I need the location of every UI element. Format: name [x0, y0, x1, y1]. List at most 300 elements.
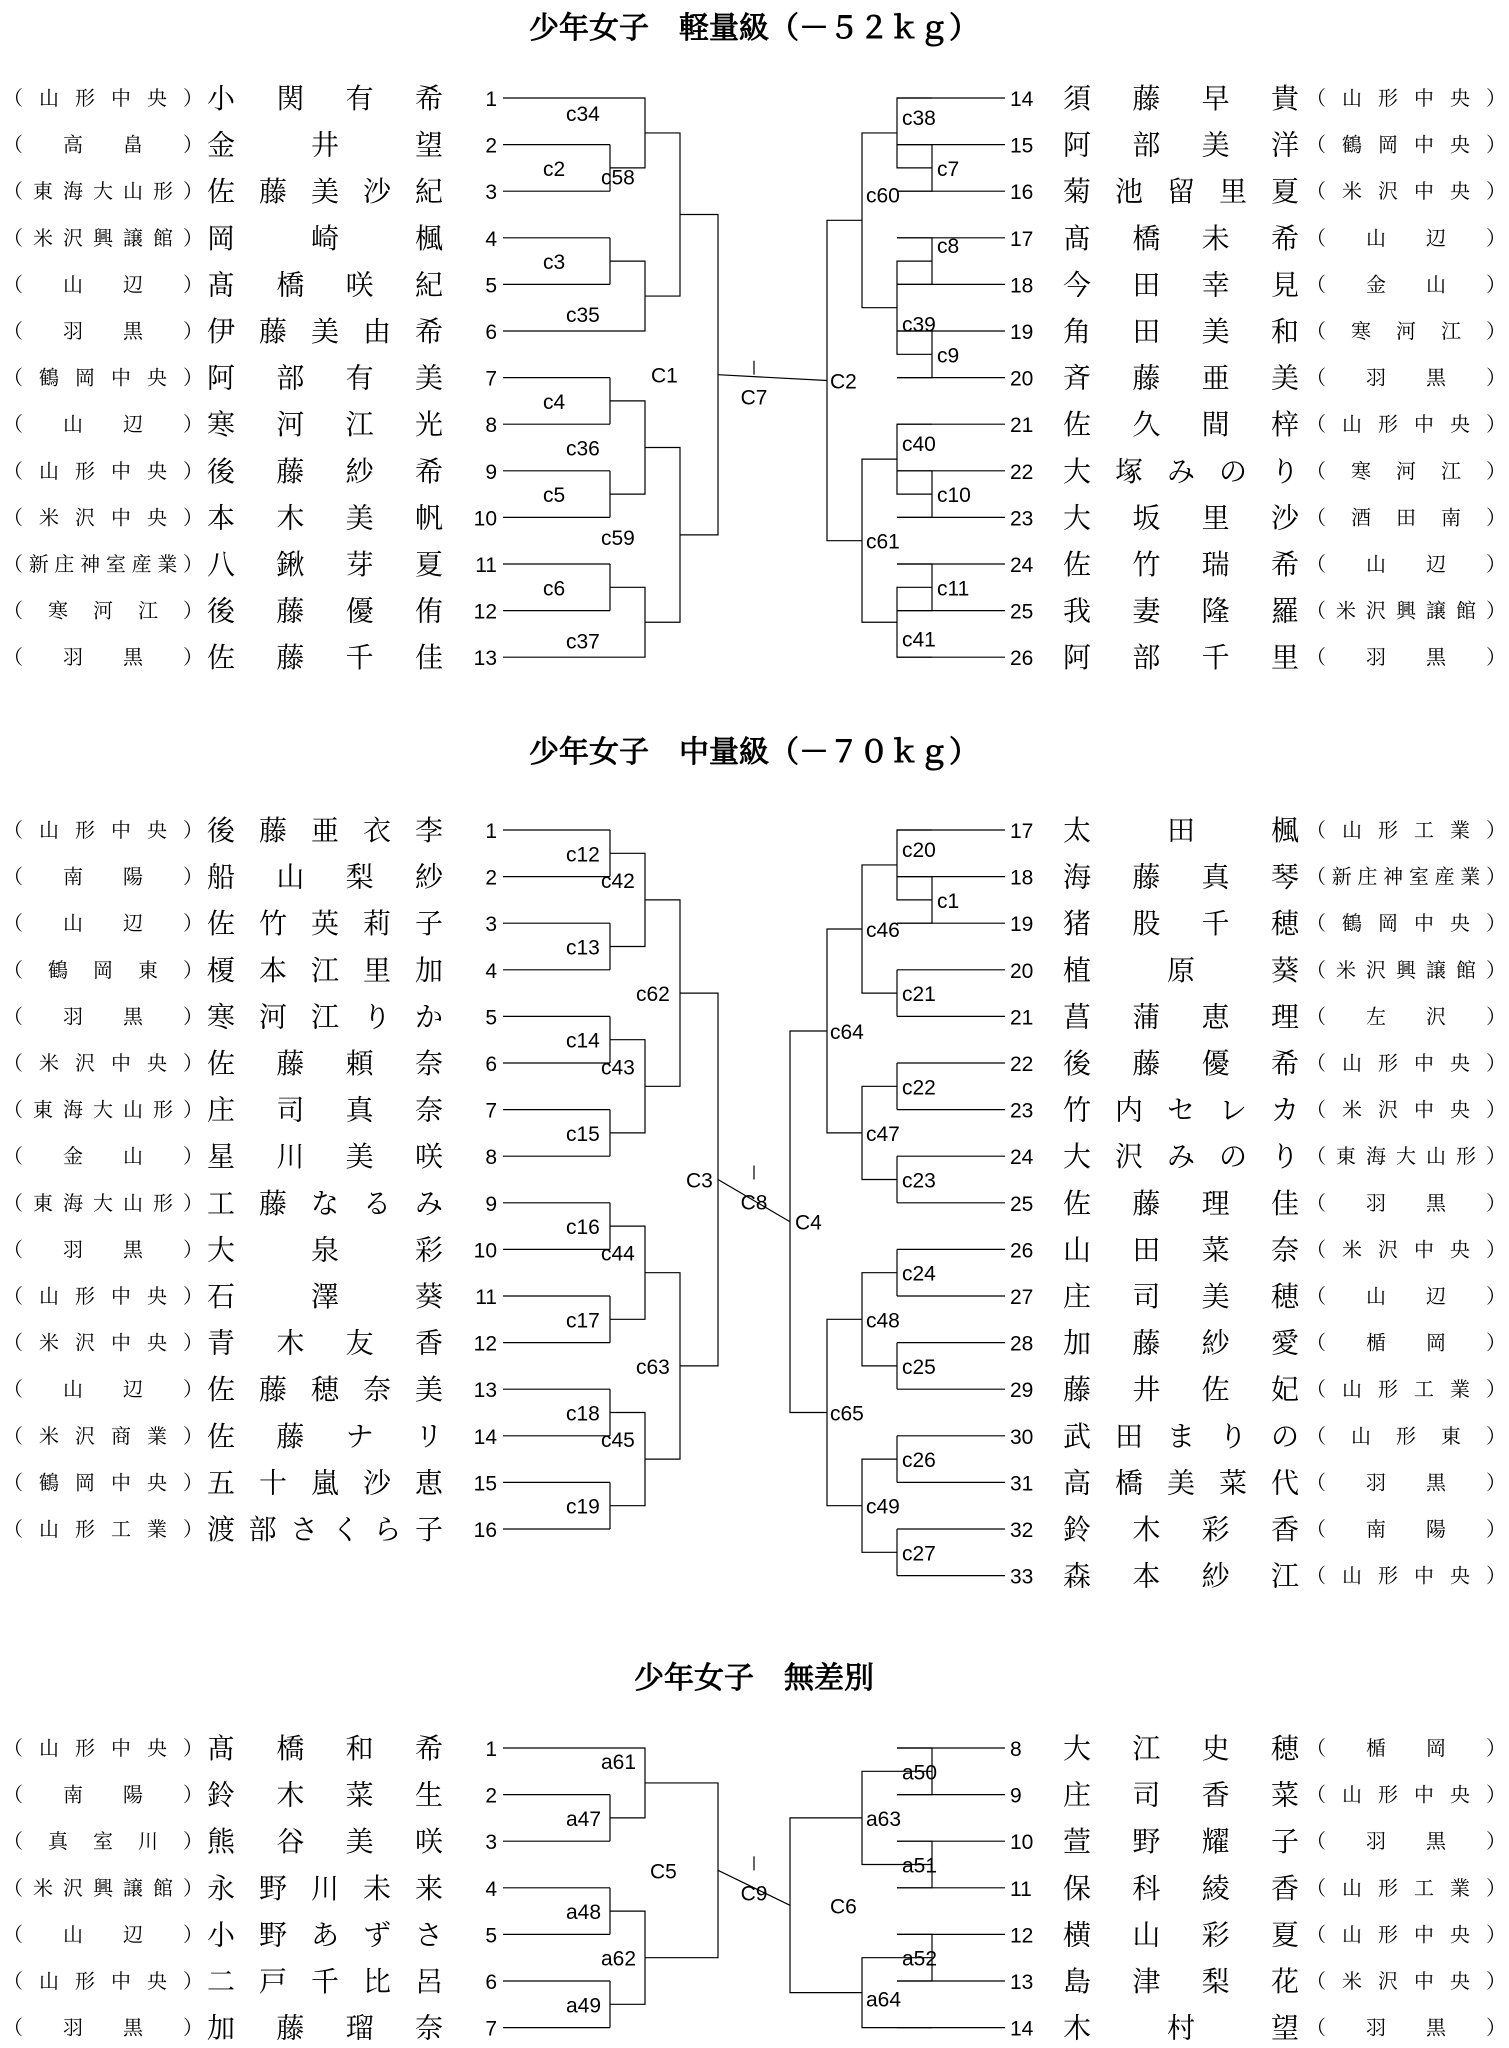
entry-school: （東海大山形）: [3, 179, 203, 204]
entry-number: 1: [485, 1738, 497, 1761]
bracket-line: [897, 261, 932, 354]
entry-school: （金山）: [3, 1144, 203, 1169]
entry-name: 庄司真奈: [207, 1093, 443, 1127]
bracket-line: [610, 587, 645, 657]
entry-name: 太田楓: [1063, 814, 1299, 847]
entry-number: 11: [1010, 1877, 1032, 1901]
entry-right: [897, 595, 1506, 628]
entry-school: （真室川）: [3, 1829, 203, 1854]
entry-number: 10: [1010, 1831, 1034, 1855]
entry-number: 23: [1010, 1099, 1034, 1123]
entry-right: [897, 1825, 1506, 1858]
match-label: C1: [651, 364, 678, 388]
entry-name: 阿部千里: [1063, 641, 1299, 675]
entry-number: 31: [1010, 1472, 1034, 1496]
entry-left: [3, 2012, 610, 2045]
bracket-line: [718, 375, 827, 381]
match-label: c37: [566, 630, 600, 654]
entry-right: [897, 548, 1506, 581]
entry-name: 横山彩夏: [1063, 1918, 1299, 1952]
match-label: a63: [866, 1807, 902, 1831]
bracket-section: [3, 11, 1506, 674]
entry-left: [3, 362, 610, 395]
bracket-line: [610, 1226, 645, 1319]
entry-school: （米沢興譲館）: [3, 225, 203, 250]
entry-school: （羽黒）: [3, 1004, 203, 1029]
entry-name: 斉藤亜美: [1063, 361, 1299, 395]
entry-number: 12: [1010, 1924, 1034, 1948]
entry-school: （米沢中央）: [1306, 1969, 1506, 1993]
entry-name: 石澤葵: [207, 1280, 443, 1313]
entry-school: （羽黒）: [1306, 2015, 1506, 2040]
entry-school: （米沢興譲館）: [1306, 957, 1506, 982]
entry-number: 10: [473, 1239, 497, 1263]
entry-number: 10: [473, 507, 497, 531]
entry-name: 髙橋和希: [207, 1732, 443, 1765]
entry-left: [3, 595, 610, 628]
entry-number: 7: [485, 1099, 497, 1123]
entry-number: 7: [485, 367, 497, 391]
entry-name: 佐竹瑞希: [1063, 548, 1299, 581]
entry-number: 13: [473, 647, 497, 671]
entry-school: （金山）: [1306, 272, 1506, 297]
section-title: 少年女子 中量級（－７０ｋｇ）: [529, 735, 979, 770]
entry-name: 永野川未来: [207, 1871, 443, 1905]
entry-school: （羽黒）: [3, 2015, 203, 2040]
entry-number: 24: [1010, 554, 1034, 577]
entry-school: （米沢中央）: [1306, 179, 1506, 204]
entry-number: 6: [485, 321, 497, 344]
match-label: c46: [866, 919, 900, 943]
match-label: c26: [902, 1449, 936, 1473]
entry-school: （山形中央）: [3, 458, 203, 483]
entry-name: 大泉彩: [207, 1233, 443, 1267]
entry-number: 27: [1010, 1286, 1034, 1309]
match-label: c39: [902, 313, 936, 337]
entry-number: 3: [485, 181, 497, 205]
entry-name: 加藤紗愛: [1063, 1326, 1299, 1360]
entry-name: 須藤早貴: [1063, 82, 1299, 115]
entry-number: 2: [485, 866, 497, 890]
entry-name: 菖蒲恵理: [1063, 1000, 1299, 1034]
entry-number: 2: [485, 1784, 497, 1808]
match-label: c17: [566, 1309, 600, 1333]
match-label: c35: [566, 304, 600, 328]
match-label: c9: [937, 344, 960, 368]
entry-school: （山形工業）: [3, 1517, 203, 1541]
entry-left: [3, 1280, 610, 1313]
entry-number: 5: [485, 1924, 497, 1948]
match-label: c65: [830, 1402, 864, 1426]
entry-name: 佐藤理佳: [1063, 1186, 1299, 1220]
entry-name: 庄司美穂: [1063, 1280, 1299, 1313]
match-label: c4: [543, 390, 566, 414]
entry-name: 菊池留里夏: [1063, 175, 1299, 209]
entry-name: 星川美咲: [207, 1140, 443, 1174]
match-label: c62: [636, 983, 670, 1007]
entry-number: 12: [473, 1332, 497, 1356]
entry-number: 17: [1010, 820, 1034, 843]
entry-name: 藤井佐妃: [1063, 1373, 1299, 1407]
entry-school: （山形中央）: [3, 1969, 203, 1993]
entry-right: [897, 1732, 1506, 1765]
entry-right: [897, 455, 1506, 488]
entry-left: [3, 501, 610, 534]
match-label: c15: [566, 1122, 600, 1146]
entry-school: （東海大山形）: [3, 1190, 203, 1215]
entry-number: 3: [485, 913, 497, 937]
match-label: c2: [543, 157, 566, 181]
entry-school: （山辺）: [3, 272, 203, 297]
entry-school: （山形中央）: [3, 1284, 203, 1308]
match-label: c12: [566, 843, 600, 867]
entry-school: （新庄神室産業）: [3, 552, 203, 576]
entry-school: （山辺）: [1306, 225, 1506, 250]
entry-name: 寒河江りか: [207, 1000, 443, 1034]
entry-number: 18: [1010, 274, 1034, 298]
entry-name: 佐藤美沙紀: [207, 175, 443, 209]
entry-left: [3, 1233, 610, 1266]
entry-school: （鶴岡中央）: [1306, 132, 1506, 157]
entry-school: （山形中央）: [1306, 1782, 1506, 1807]
match-label: a64: [866, 1988, 902, 2012]
bracket-section: [3, 735, 1506, 1593]
entry-school: （南陽）: [3, 1782, 203, 1807]
entry-number: 1: [485, 820, 497, 843]
match-label: a49: [566, 1994, 602, 2018]
entry-left: [3, 1140, 610, 1173]
entry-number: 13: [473, 1379, 497, 1403]
match-label: c11: [937, 577, 970, 601]
entry-school: （山形工業）: [1306, 818, 1506, 842]
entry-left: [3, 1047, 610, 1080]
entry-name: 後藤紗希: [207, 454, 443, 488]
entry-number: 6: [485, 1053, 497, 1076]
bracket-line: [610, 853, 645, 946]
entry-name: 二戸千比呂: [207, 1965, 443, 1998]
bracket-line: [680, 215, 718, 535]
entry-right: [897, 1513, 1506, 1546]
entry-left: [3, 907, 610, 940]
match-label: C2: [830, 370, 857, 394]
entry-school: （羽黒）: [1306, 645, 1506, 670]
entry-left: [3, 1094, 610, 1127]
match-label: c42: [601, 869, 635, 893]
match-label: c47: [866, 1122, 900, 1146]
entry-school: （山辺）: [3, 911, 203, 936]
entry-left: [3, 1965, 610, 1998]
entry-school: （山形中央）: [1306, 412, 1506, 437]
entry-right: [897, 362, 1506, 395]
entry-name: 佐藤ナリ: [207, 1419, 443, 1453]
entry-name: 船山梨紗: [207, 860, 443, 894]
entry-number: 23: [1010, 507, 1034, 531]
entry-school: （寒河江）: [1306, 458, 1506, 483]
entry-number: 7: [485, 2017, 497, 2041]
match-label: c14: [566, 1029, 600, 1053]
entry-name: 大沢みのり: [1063, 1140, 1299, 1174]
entry-school: （米沢興譲館）: [1306, 598, 1506, 623]
entry-school: （楯岡）: [1306, 1330, 1506, 1355]
entry-right: [897, 1466, 1506, 1499]
match-label: c18: [566, 1402, 600, 1426]
entry-school: （山辺）: [1306, 552, 1506, 576]
entry-right: [897, 315, 1506, 348]
bracket-line: [610, 401, 645, 494]
entry-school: （寒河江）: [3, 598, 203, 623]
entry-school: （鶴岡中央）: [3, 1470, 203, 1495]
match-label: c10: [937, 484, 971, 508]
entry-number: 19: [1010, 913, 1034, 937]
entry-name: 鈴木彩香: [1063, 1513, 1299, 1546]
match-label: c38: [902, 106, 936, 130]
entry-name: 後藤優希: [1063, 1047, 1299, 1080]
entry-name: 武田まりの: [1063, 1419, 1299, 1453]
match-label: c16: [566, 1216, 600, 1240]
entry-left: [3, 129, 610, 162]
match-label: a52: [902, 1947, 938, 1971]
match-label: c59: [601, 526, 635, 550]
entry-name: 髙橋咲紀: [207, 268, 443, 302]
entry-number: 8: [485, 1146, 497, 1170]
entry-number: 26: [1010, 647, 1034, 671]
entry-number: 18: [1010, 866, 1034, 890]
entry-name: 榎本江里加: [207, 953, 443, 987]
entry-name: 佐竹英莉子: [207, 907, 443, 941]
entry-left: [3, 814, 610, 847]
entry-right: [897, 1373, 1506, 1406]
entry-school: （左沢）: [1306, 1004, 1506, 1029]
entry-name: 大坂里沙: [1063, 501, 1299, 535]
entry-right: [897, 861, 1506, 894]
entry-left: [3, 1732, 610, 1765]
entry-name: 後藤優侑: [207, 594, 443, 628]
entry-left: [3, 455, 610, 488]
entry-name: 竹内セレカ: [1063, 1093, 1299, 1127]
entry-school: （山形中央）: [1306, 1922, 1506, 1947]
entry-name: 小野あずさ: [207, 1918, 443, 1952]
entry-number: 24: [1010, 1146, 1034, 1170]
entry-number: 22: [1010, 460, 1034, 484]
entry-number: 9: [485, 1192, 497, 1216]
entry-name: 保科綾香: [1063, 1871, 1299, 1905]
entry-name: 五十嵐沙恵: [207, 1466, 443, 1500]
entry-right: [897, 1918, 1506, 1951]
entry-right: [897, 814, 1506, 847]
entry-left: [3, 548, 610, 581]
entry-name: 猪股千穂: [1063, 907, 1299, 941]
entry-left: [3, 1373, 610, 1406]
entry-number: 21: [1010, 414, 1034, 438]
entry-number: 11: [475, 1286, 497, 1309]
entry-number: 32: [1010, 1519, 1034, 1542]
bracket-line: [645, 133, 680, 296]
entry-school: （山形中央）: [3, 818, 203, 842]
entry-name: 熊谷美咲: [207, 1825, 443, 1859]
entry-right: [897, 641, 1506, 674]
entry-school: （南陽）: [1306, 1517, 1506, 1541]
match-label: c25: [902, 1355, 936, 1379]
entry-school: （山形工業）: [1306, 1377, 1506, 1402]
entry-number: 17: [1010, 227, 1034, 251]
match-label: a48: [566, 1901, 602, 1925]
entry-name: 今田幸見: [1063, 268, 1299, 302]
entry-number: 20: [1010, 959, 1034, 983]
entry-number: 22: [1010, 1053, 1034, 1076]
entry-right: [897, 408, 1506, 441]
entry-left: [3, 268, 610, 301]
entry-school: （米沢中央）: [1306, 1097, 1506, 1122]
entry-name: 海藤真琴: [1063, 860, 1299, 894]
entry-number: 5: [485, 274, 497, 298]
match-label: c19: [566, 1495, 600, 1519]
entry-school: （羽黒）: [3, 645, 203, 670]
entry-left: [3, 82, 610, 115]
match-label: c43: [601, 1056, 635, 1080]
entry-name: 我妻隆羅: [1063, 594, 1299, 628]
entry-name: 森本紗江: [1063, 1559, 1299, 1593]
entry-number: 15: [473, 1472, 497, 1496]
entry-school: （山辺）: [3, 412, 203, 437]
entry-school: （酒田南）: [1306, 505, 1506, 530]
bracket-line: [862, 133, 897, 308]
entry-school: （米沢中央）: [1306, 1237, 1506, 1262]
entry-right: [897, 501, 1506, 534]
entry-school: （南陽）: [3, 864, 203, 889]
entry-right: [897, 1140, 1506, 1173]
entry-right: [897, 2012, 1506, 2045]
entry-right: [897, 1965, 1506, 1998]
entry-right: [897, 1779, 1506, 1812]
entry-right: [897, 1000, 1506, 1033]
entry-school: （新庄神室産業）: [1306, 864, 1506, 889]
entry-name: 金井望: [207, 128, 443, 162]
entry-number: 8: [485, 414, 497, 438]
entry-number: 19: [1010, 321, 1034, 344]
match-label: c64: [830, 1020, 864, 1044]
entry-name: 大塚みのり: [1063, 454, 1299, 488]
entry-school: （山形中央）: [3, 86, 203, 110]
entry-number: 30: [1010, 1425, 1034, 1449]
entry-number: 33: [1010, 1565, 1034, 1589]
entry-school: （楯岡）: [1306, 1736, 1506, 1760]
entry-number: 11: [475, 554, 497, 577]
entry-right: [897, 1560, 1506, 1593]
match-label: c49: [866, 1495, 900, 1519]
entry-number: 13: [1010, 1971, 1034, 1994]
match-label: c36: [566, 437, 600, 461]
entry-school: （山形工業）: [1306, 1875, 1506, 1900]
match-label: c61: [866, 530, 900, 554]
entry-school: （寒河江）: [1306, 319, 1506, 343]
entry-school: （羽黒）: [1306, 365, 1506, 390]
entry-name: 佐久間梓: [1063, 408, 1299, 442]
entry-name: 本木美帆: [207, 501, 443, 535]
entry-name: 山田菜奈: [1063, 1233, 1299, 1267]
entry-school: （東海大山形）: [1306, 1144, 1506, 1169]
entry-school: （東海大山形）: [3, 1097, 203, 1122]
entry-number: 29: [1010, 1379, 1034, 1403]
entry-name: 島津梨花: [1063, 1965, 1299, 1998]
match-label: c23: [902, 1169, 936, 1193]
entry-name: 髙橋未希: [1063, 221, 1299, 255]
entry-school: （山形中央）: [1306, 1563, 1506, 1588]
entry-number: 8: [1010, 1738, 1022, 1761]
entry-number: 25: [1010, 1192, 1034, 1216]
entry-name: 岡崎楓: [207, 221, 443, 255]
entry-number: 4: [485, 959, 497, 983]
match-label: c13: [566, 936, 600, 960]
entry-name: 青木友香: [207, 1326, 443, 1360]
match-label: c5: [543, 484, 566, 508]
entry-number: 21: [1010, 1006, 1034, 1030]
entry-number: 15: [1010, 134, 1034, 158]
entry-number: 14: [473, 1425, 497, 1449]
entry-name: 高橋美菜代: [1063, 1466, 1299, 1500]
entry-left: [3, 1327, 610, 1360]
entry-right: [897, 129, 1506, 162]
entry-name: 渡部さくら子: [207, 1513, 443, 1546]
entry-left: [3, 1420, 610, 1453]
match-label: c21: [902, 983, 936, 1007]
entry-school: （山辺）: [3, 1377, 203, 1402]
entry-school: （米沢中央）: [3, 505, 203, 530]
entry-name: 後藤亜衣李: [207, 814, 443, 847]
bracket-line: [610, 1413, 645, 1506]
bracket-line: [610, 1040, 645, 1133]
entry-school: （山辺）: [3, 1922, 203, 1947]
entry-left: [3, 408, 610, 441]
entry-number: 16: [473, 1519, 497, 1542]
entry-school: （山形中央）: [1306, 1051, 1506, 1075]
entry-right: [897, 907, 1506, 940]
entry-school: （山形中央）: [3, 1736, 203, 1760]
entry-school: （山辺）: [1306, 1284, 1506, 1308]
entry-left: [3, 1779, 610, 1812]
entry-school: （鶴岡東）: [3, 957, 203, 982]
entry-right: [897, 1280, 1506, 1313]
entry-right: [897, 1233, 1506, 1266]
entry-left: [3, 861, 610, 894]
entry-left: [3, 175, 610, 208]
entry-left: [3, 315, 610, 348]
entry-name: 鈴木菜生: [207, 1778, 443, 1812]
match-label: C6: [830, 1895, 857, 1919]
entry-school: （鶴岡中央）: [3, 365, 203, 390]
entry-number: 16: [1010, 181, 1034, 205]
entry-left: [3, 222, 610, 255]
entry-number: 14: [1010, 88, 1034, 111]
entry-name: 大江史穂: [1063, 1732, 1299, 1765]
entry-left: [3, 954, 610, 987]
match-label: a47: [566, 1807, 602, 1831]
entry-number: 5: [485, 1006, 497, 1030]
entry-right: [897, 1872, 1506, 1905]
match-label: a51: [902, 1854, 938, 1878]
entry-right: [897, 82, 1506, 115]
entry-name: 阿部有美: [207, 361, 443, 395]
match-label: c40: [902, 433, 936, 457]
entry-number: 12: [473, 600, 497, 624]
entry-school: （鶴岡中央）: [1306, 911, 1506, 936]
match-label: a50: [902, 1761, 938, 1785]
entry-school: （羽黒）: [3, 1237, 203, 1262]
bracket-line: [610, 98, 645, 168]
entry-left: [3, 641, 610, 674]
entry-right: [897, 1094, 1506, 1127]
entry-name: 植原葵: [1063, 953, 1299, 987]
entry-left: [3, 1466, 610, 1499]
